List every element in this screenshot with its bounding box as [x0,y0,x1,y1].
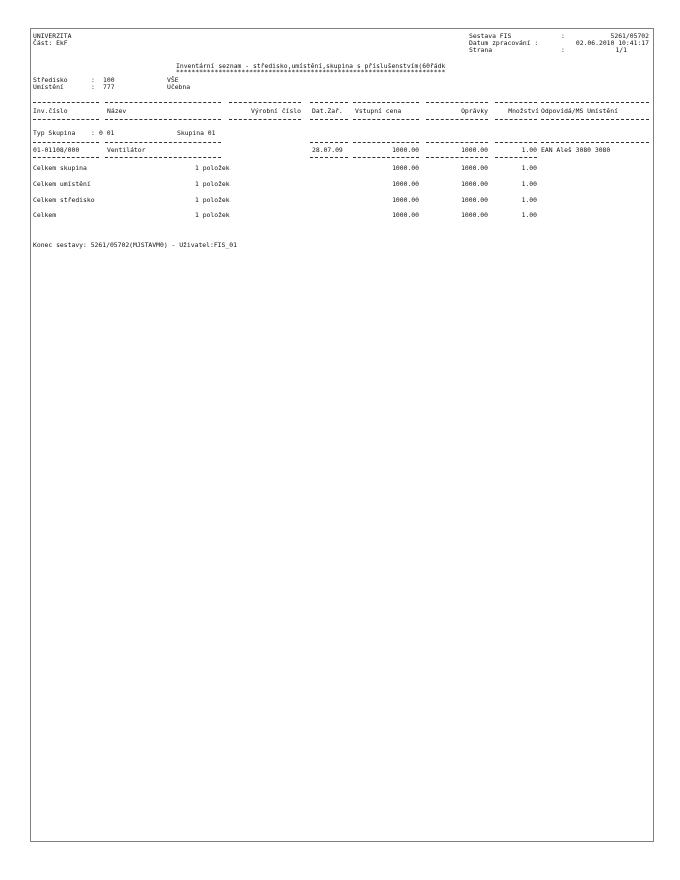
group-name: Skupina 01 [177,129,216,137]
location-name: Učebna [167,83,191,91]
item-input-price: 1000.00 [392,146,419,154]
report-id-value: 5261/05702 [610,32,649,40]
processing-date-value: 02.06.2010 10:41:17 [575,39,649,47]
report-id-label: Sestava FIS [469,32,512,40]
total-input-price: 1000.00 [392,180,419,188]
cost-center-separator: : [91,76,95,84]
total-depreciation: 1000.00 [461,164,488,172]
header-rule [426,119,488,120]
header-rule [353,119,419,120]
group-code: 0 01 [99,129,115,137]
row-rule [105,157,221,158]
total-label: Celkem skupina [33,164,87,172]
total-input-price: 1000.00 [392,211,419,219]
total-quantity: 1.00 [521,164,537,172]
cost-center-label: Středisko [33,76,68,84]
header-rule [229,102,301,103]
total-depreciation: 1000.00 [461,180,488,188]
row-rule [310,142,348,143]
row-rule [353,142,419,143]
column-header-depreciation: Oprávky [461,107,488,115]
report-page [30,28,654,842]
location-separator: : [91,83,95,91]
total-label: Celkem [33,211,57,219]
header-rule [33,119,99,120]
row-rule [495,157,537,158]
column-header-responsible-location: Odpovídá/MS Umístění [541,107,618,115]
report-title: Inventární seznam - středisko,umístění,skupina s příslušenstvím(60řádk [176,62,446,70]
column-header-inv-number: Inv.číslo [33,107,68,115]
total-depreciation: 1000.00 [461,196,488,204]
row-rule [33,157,99,158]
total-input-price: 1000.00 [392,196,419,204]
header-rule [229,119,301,120]
column-header-name: Název [107,107,127,115]
column-header-serial-number: Výrobní číslo [250,107,301,115]
total-quantity: 1.00 [521,180,537,188]
group-type-label: Typ Skupina [33,129,76,137]
total-count: 1 položek [195,196,230,204]
page-number-value: 1/1 [615,46,627,54]
total-input-price: 1000.00 [392,164,419,172]
item-quantity: 1.00 [521,146,537,154]
column-header-input-price: Vstupní cena [355,107,402,115]
header-rule [541,102,649,103]
organization-part: Část: EkF [33,39,68,47]
cost-center-code: 100 [103,76,115,84]
item-responsible-location: EAN Aleš 3080 3080 [541,146,611,154]
row-rule [353,157,419,158]
location-code: 777 [103,83,115,91]
total-count: 1 položek [195,164,230,172]
row-rule [541,142,649,143]
row-rule [495,142,537,143]
total-count: 1 položek [195,180,230,188]
header-rule [495,119,537,120]
total-quantity: 1.00 [521,196,537,204]
report-id-separator: : [561,32,565,40]
organization-name: UNIVERZITA [33,32,72,40]
item-acquired-date: 28.07.09 [312,146,343,154]
total-count: 1 položek [195,211,230,219]
report-title-underline: ********************************************************************** [176,68,446,76]
row-rule [426,157,488,158]
page-number-label: Strana [469,46,493,54]
header-rule [33,102,99,103]
item-depreciation: 1000.00 [461,146,488,154]
item-name: Ventilátor [107,146,146,154]
header-rule [426,102,488,103]
header-rule [310,102,348,103]
item-inv-number: 01-01108/000 [33,146,80,154]
header-rule [353,102,419,103]
total-label: Celkem středisko [33,196,95,204]
header-rule [541,119,649,120]
total-depreciation: 1000.00 [461,211,488,219]
header-rule [310,119,348,120]
page-number-separator: : [561,46,565,54]
cost-center-name: VŠE [167,76,179,84]
row-rule [105,142,221,143]
header-rule [105,102,221,103]
group-type-separator: : [91,129,95,137]
row-rule [310,157,348,158]
header-rule [105,119,221,120]
column-header-quantity: Množství [508,107,539,115]
processing-date-label: Datum zpracování : [469,39,539,47]
column-header-acquired-date: Dat.Zař. [312,107,343,115]
row-rule [426,142,488,143]
total-quantity: 1.00 [521,211,537,219]
total-label: Celkem umístění [33,180,91,188]
header-rule [495,102,537,103]
location-label: Umístění [33,83,64,91]
report-end-line: Konec sestavy: 5261/05702(MJSTAVM0) - Uživatel:FIS_01 [33,241,237,249]
row-rule [33,142,99,143]
